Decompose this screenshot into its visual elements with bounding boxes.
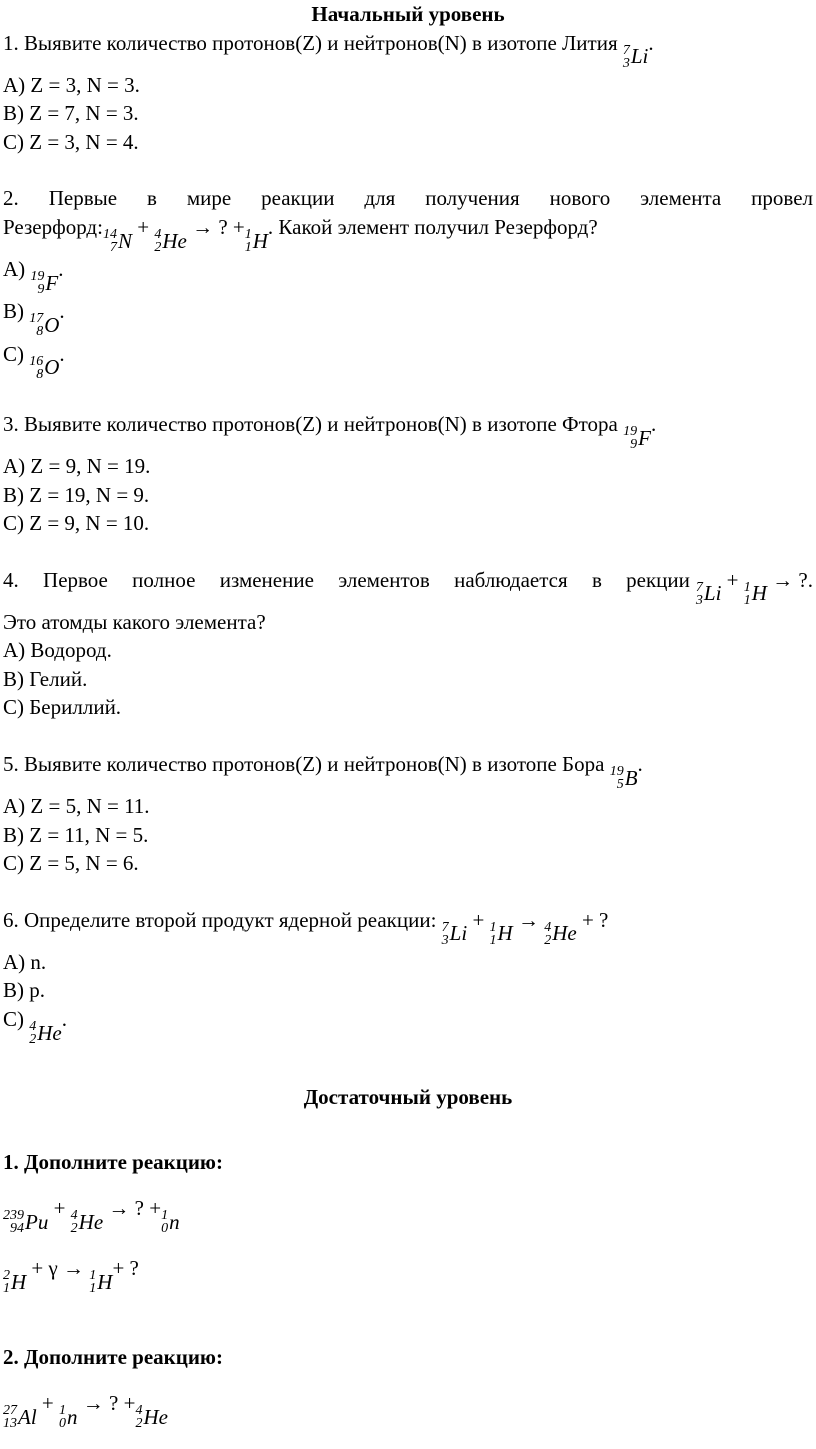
isotope-pu: 239 94 Pu [3,1208,49,1236]
isotope-li: 7 3 Li [622,42,649,71]
question-5-option-b: B) Z = 11, N = 5. [3,822,149,847]
question-5-option-c: C) Z = 5, N = 6. [3,851,139,875]
isotope-n: 1 0 n [161,1208,180,1236]
question-1: 1. Выявите количество протонов(Z) и нейтронов(N) в изотопе Лития 7 3 Li . [3,30,654,71]
question-3-option-c: C) Z = 9, N = 10. [3,511,150,535]
question-2-option-b: B) 17 8 O . [3,299,65,340]
isotope-f: 19 9 F [623,423,651,452]
question-3: 3. Выявите количество протонов(Z) и нейтронов(N) в изотопе Фтора 19 9 F . [3,411,657,452]
question-4-line2: Это атомды какого элемента? [3,609,266,634]
question-2-option-c: C) 16 8 O . [3,341,65,382]
isotope-he: 4 2 He [135,1403,168,1431]
question-6: 6. Определите второй продукт ядерной реакции: 7 3 Li + 1 1 H → 4 2 He + ? [3,907,609,948]
question-1-option-c: C) Z = 3, N = 4. [3,129,139,154]
question-2-line2: Резерфорд: 14 7 N + 4 2 He → ? + 1 1 H . Какой элемент получил Резерфорд? [3,214,598,255]
question-4-option-b: B) Гелий. [3,666,88,691]
section-title-sufficient: Достаточный уровень [303,1085,513,1109]
task-2-equation-1: 27 13 Al + 1 0 n → ? + 4 2 He [3,1391,168,1431]
task-1-title: 1. Дополните реакцию: [3,1149,223,1174]
isotope-h: 1 1 H [89,1268,113,1297]
isotope-al: 27 13 Al [3,1403,37,1431]
task-1-equation-1: 239 94 Pu + 4 2 He → ? + 1 0 n [3,1196,180,1236]
question-3-option-a: A) Z = 9, N = 19. [3,454,151,478]
question-4-option-c: C) Бериллий. [3,695,122,720]
question-5: 5. Выявите количество протонов(Z) и нейтронов(N) в изотопе Бора 19 5 B . [3,751,643,792]
isotope-he: 4 2 He [544,919,577,948]
question-1-option-a: A) Z = 3, N = 3. [3,72,140,97]
question-3-option-b: B) Z = 19, N = 9. [3,482,150,507]
question-2-option-a: A) 19 9 F . [3,257,64,297]
question-1-text: 1. Выявите количество протонов(Z) и нейтронов(N) в изотопе Лития [3,30,618,55]
isotope-b: 19 5 B [609,763,638,792]
task-1-equation-2: 2 1 H + γ → 1 1 H + ? [3,1256,139,1297]
isotope-h: 1 1 H [743,579,767,608]
isotope-he: 4 2 He [70,1208,104,1236]
isotope-h: 1 1 H [244,226,268,255]
isotope-he: 4 2 He [154,226,187,255]
isotope-n: 1 0 n [59,1403,78,1431]
isotope-li: 7 3 Li [441,919,468,948]
isotope-li: 7 3 Li [695,579,722,608]
question-4-option-a: A) Водород. [3,638,112,663]
isotope-h2: 2 1 H [3,1268,27,1297]
document-page [3,0,813,1449]
question-2-line1: 2. Первые в мире реакции для получения нового элемента провел [3,186,813,211]
question-4-line1: 4. Первое полное изменение элементов наблюдается в рекции 7 3 Li + 1 1 H → ?. [3,567,813,608]
question-6-option-b: B) p. [3,978,45,1003]
isotope-h: 1 1 H [489,919,513,948]
task-2-title: 2. Дополните реакцию: [3,1344,223,1369]
question-1-option-b: B) Z = 7, N = 3. [3,101,139,126]
question-6-option-a: A) n. [3,949,47,974]
question-6-option-c: C) 4 2 He . [3,1006,67,1047]
isotope-n: 14 7 N [102,226,132,255]
question-5-option-a: A) Z = 5, N = 11. [3,794,150,818]
section-title-basic: Начальный уровень [311,2,505,26]
